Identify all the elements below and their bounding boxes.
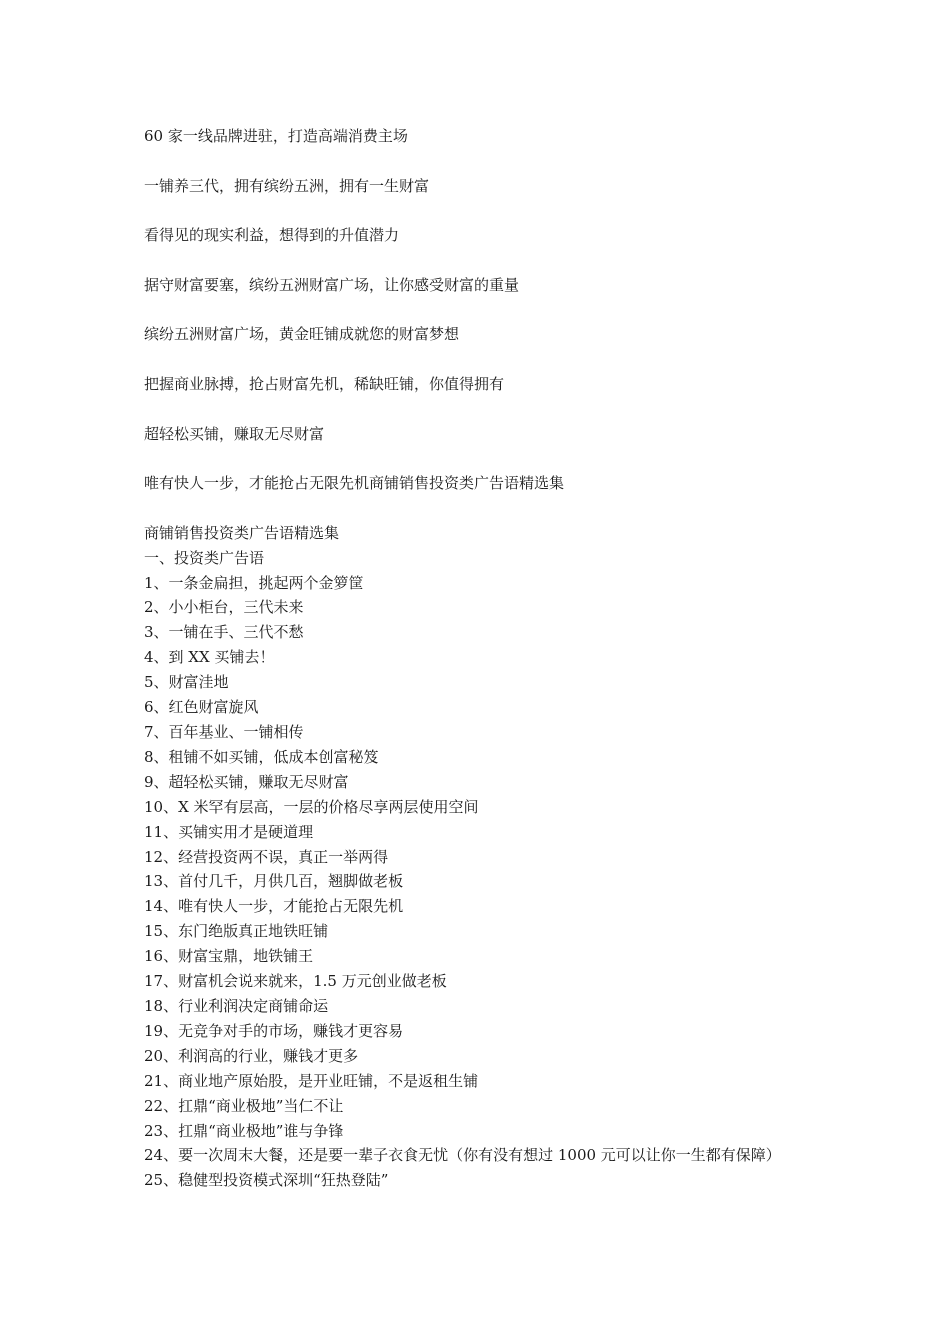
list-item: 15、东门绝版真正地铁旺铺 — [144, 922, 329, 941]
intro-paragraph: 把握商业脉搏，抢占财富先机，稀缺旺铺，你值得拥有 — [144, 374, 505, 393]
intro-paragraph: 看得见的现实利益，想得到的升值潜力 — [144, 226, 400, 245]
list-item: 1、一条金扁担，挑起两个金箩筐 — [144, 573, 364, 592]
list-item: 10、X 米罕有层高，一层的价格尽享两层使用空间 — [144, 797, 479, 816]
list-item: 14、唯有快人一步，才能抢占无限先机 — [144, 897, 404, 916]
list-item: 22、扛鼎“商业极地”当仁不让 — [144, 1096, 344, 1115]
intro-paragraph: 60 家一线品牌进驻，打造高端消费主场 — [144, 127, 408, 145]
list-item: 6、红色财富旋风 — [144, 698, 259, 717]
document-page — [144, 124, 824, 1193]
list-item: 13、首付几千，月供几百，翘脚做老板 — [144, 872, 404, 891]
list-item: 9、超轻松买铺，赚取无尽财富 — [144, 772, 349, 791]
list-item: 2、小小柜台，三代未来 — [144, 598, 304, 617]
list-item: 11、买铺实用才是硬道理 — [144, 822, 314, 841]
slogan-list-section — [144, 521, 824, 1193]
intro-paragraph: 据守财富要塞，缤纷五洲财富广场，让你感受财富的重量 — [144, 275, 520, 294]
list-item: 16、财富宝鼎，地铁铺王 — [144, 947, 314, 966]
list-item: 19、无竞争对手的市场，赚钱才更容易 — [144, 1021, 404, 1040]
list-item: 12、经营投资两不误，真正一举两得 — [144, 847, 389, 866]
list-item: 23、扛鼎“商业极地”谁与争锋 — [144, 1121, 344, 1140]
list-item: 4、到 XX 买铺去！ — [144, 648, 275, 667]
list-item: 8、租铺不如买铺，低成本创富秘笈 — [144, 747, 379, 766]
list-item: 20、利润高的行业，赚钱才更多 — [144, 1046, 359, 1065]
list-item: 21、商业地产原始股，是开业旺铺，不是返租生铺 — [144, 1071, 479, 1090]
list-item: 5、财富洼地 — [144, 673, 229, 692]
intro-paragraph: 唯有快人一步，才能抢占无限先机商铺销售投资类广告语精选集 — [144, 474, 565, 493]
subsection-title: 一、投资类广告语 — [144, 548, 265, 567]
intro-paragraph: 缤纷五洲财富广场，黄金旺铺成就您的财富梦想 — [144, 325, 460, 344]
section-title: 商铺销售投资类广告语精选集 — [144, 523, 340, 542]
list-item: 18、行业利润决定商铺命运 — [144, 996, 329, 1015]
list-item: 3、一铺在手、三代不愁 — [144, 623, 304, 642]
intro-paragraph: 一铺养三代，拥有缤纷五洲，拥有一生财富 — [144, 176, 430, 195]
list-item: 7、百年基业、一铺相传 — [144, 723, 304, 741]
list-item: 17、财富机会说来就来，1.5 万元创业做老板 — [144, 972, 447, 991]
list-item: 24、要一次周末大餐，还是要一辈子衣食无忧（你有没有想过 1000 元可以让你一生都有保障） — [144, 1146, 781, 1165]
list-item: 25、稳健型投资模式深圳“狂热登陆” — [144, 1171, 389, 1190]
intro-paragraph: 超轻松买铺，赚取无尽财富 — [144, 424, 325, 443]
